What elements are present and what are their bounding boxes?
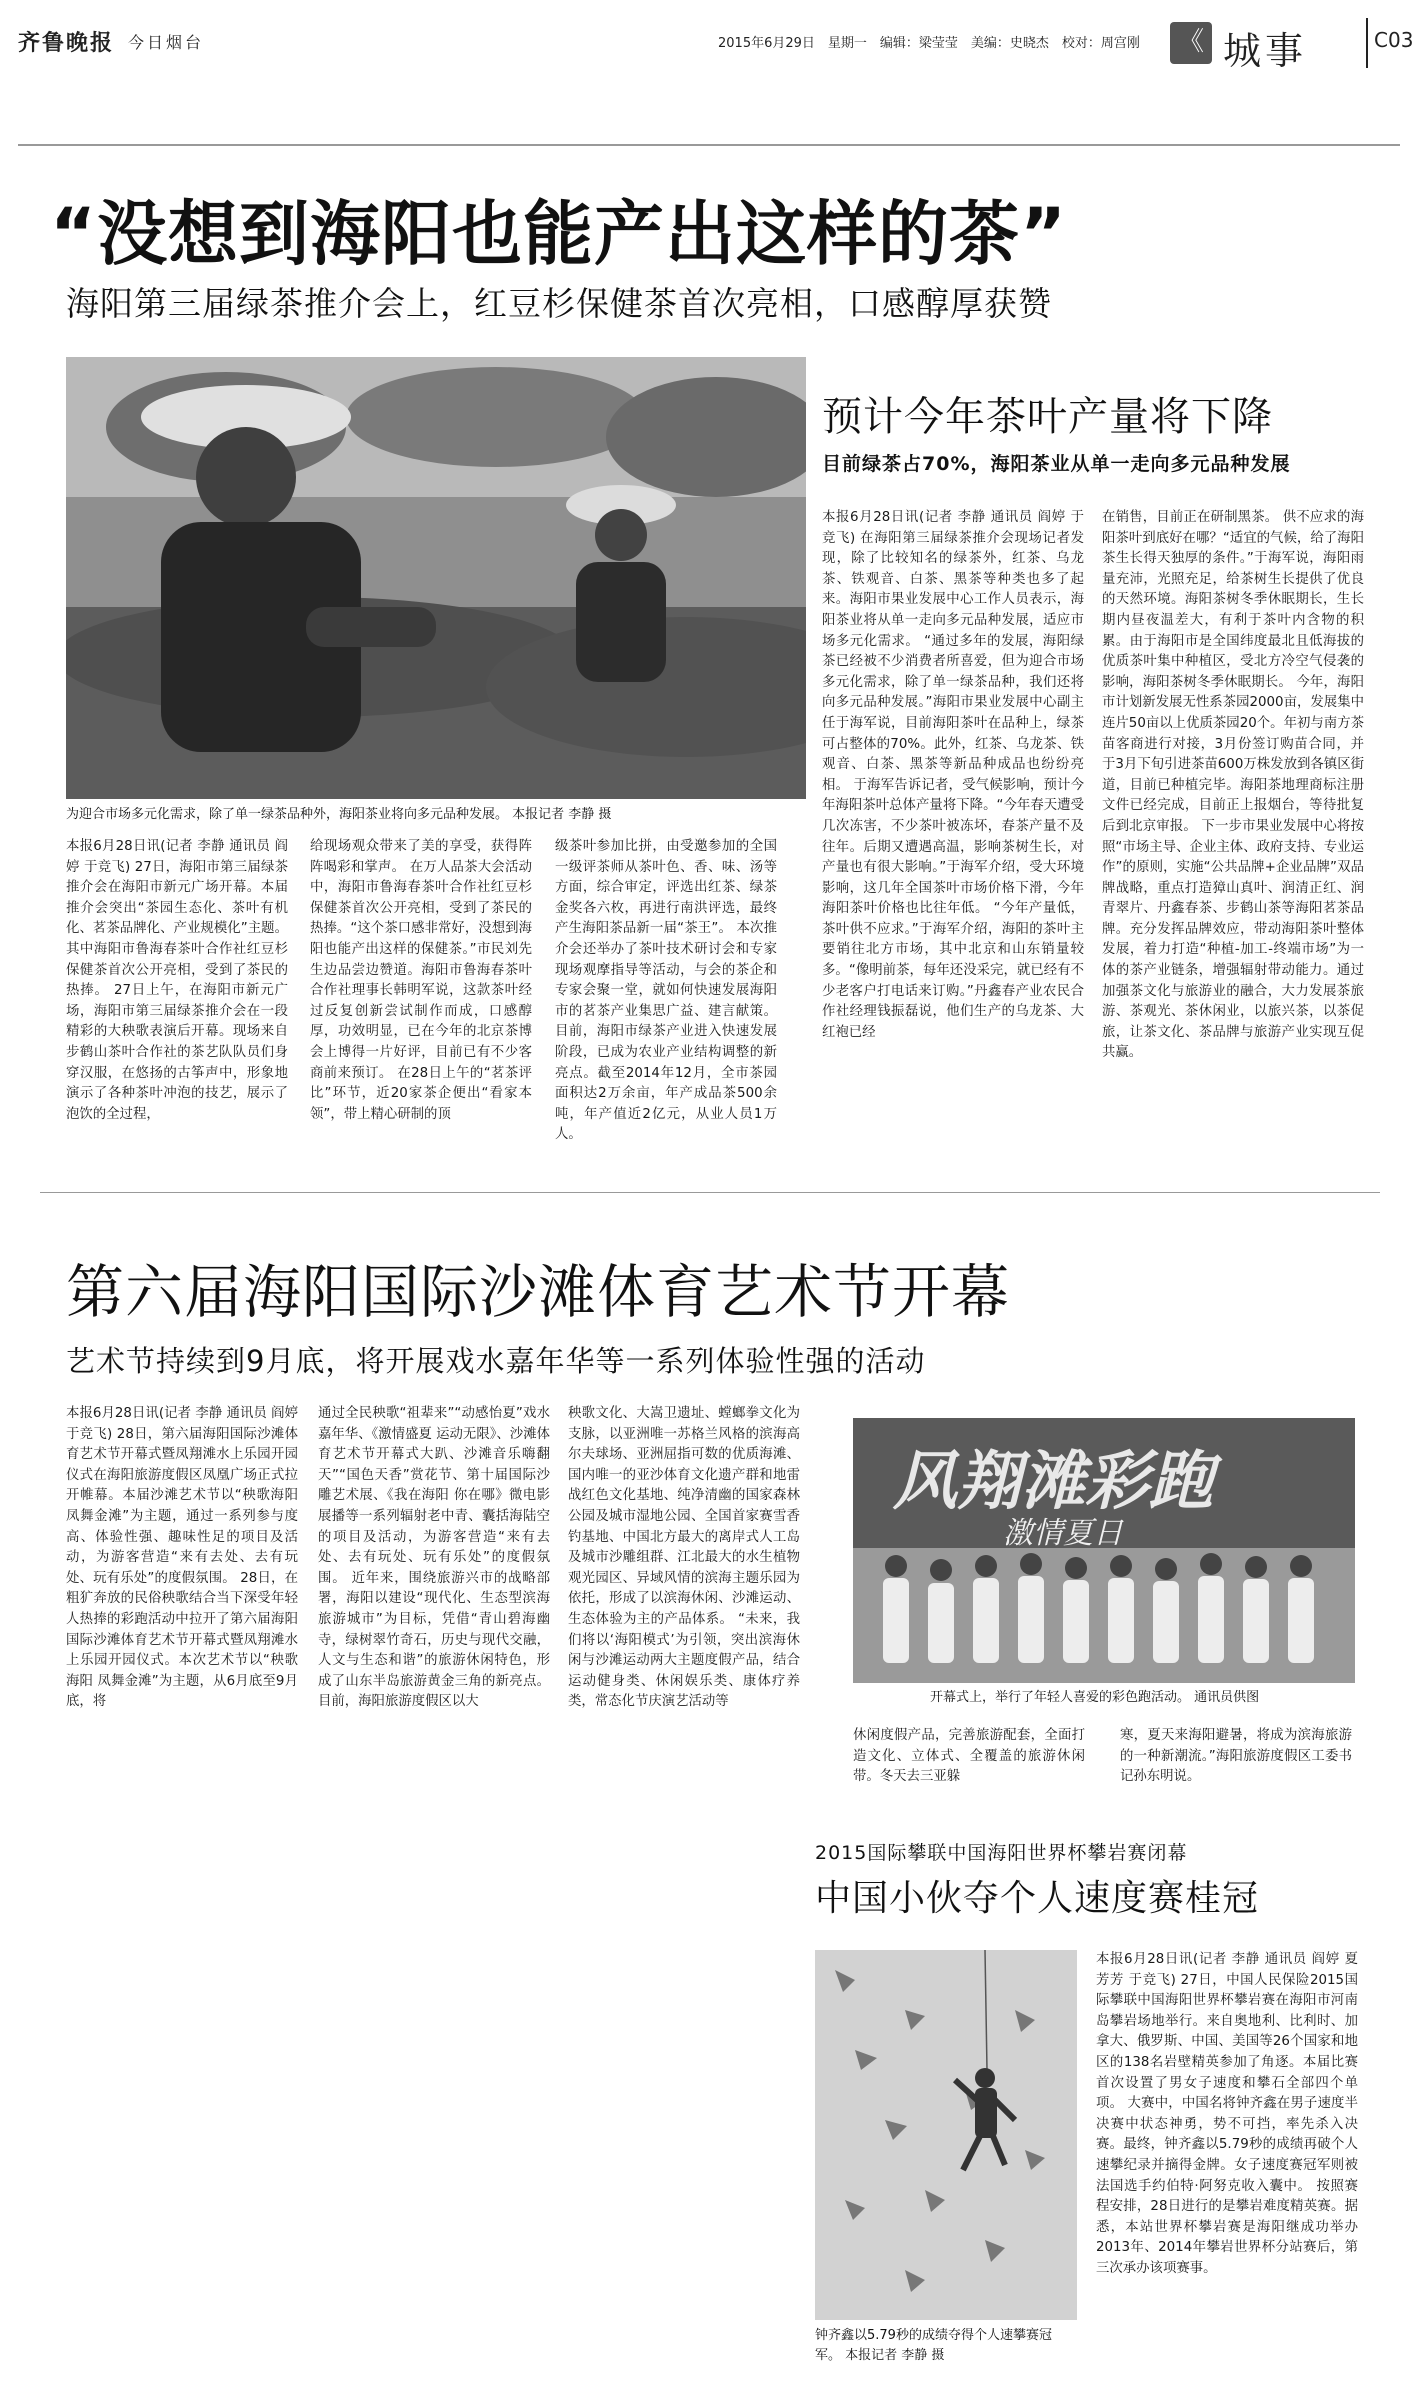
newspaper-logo: 齐鲁晚报 xyxy=(18,30,115,56)
section-name: 今日烟台 xyxy=(128,33,205,52)
story2-subhead: 目前绿茶占70%，海阳茶业从单一走向多元品种发展 xyxy=(822,453,1291,475)
story1-column-3: 级茶叶参加比拼，由受邀参加的全国一级评茶师从茶叶色、香、味、汤等方面，综合审定，评选出红茶、绿茶金奖各六枚，再进行南洪评选，最终产生海阳茶品新一届“茶王”。 本次推介会还举办了茶叶技术研讨会和专家现场观摩指导等活动，与会的茶企和专家会聚一堂，就如何快速发展海阳市的茗茶产业集思广益、建言献策。目前，海阳市绿茶产业进入快速发展阶段，已成为农业产业结构调整的新亮点。截至2014年12月，全市茶园面积达2万余亩，年产成品茶500余吨，年产值近2亿元，从业人员1万人。 xyxy=(555,839,777,1143)
banner-subtitle: 激情夏日 xyxy=(1003,1516,1123,1551)
page-number: C03 xyxy=(1374,28,1414,52)
story1-photo-caption: 为迎合市场多元化需求，除了单一绿茶品种外，海阳茶业将向多元品种发展。 本报记者 李静 摄 xyxy=(66,807,612,822)
tea-picking-photo xyxy=(66,357,806,799)
story4-headline: 中国小伙夺个人速度赛桂冠 xyxy=(815,1878,1260,1919)
story1-headline: “没想到海阳也能产出这样的茶” xyxy=(50,193,1068,275)
section-badge-icon: 《 xyxy=(1170,22,1212,64)
banner-title: 风翔滩彩跑 xyxy=(893,1445,1213,1519)
story2-column-2: 在销售，目前正在研制黑茶。 供不应求的海阳茶叶到底好在哪？“适宜的气候，给了海阳茶生长得天独厚的条件。”于海军说，海阳雨量充沛，光照充足，给茶树生长提供了优良的天然环境。海阳茶树冬季休眠期长，生长期内昼夜温差大，有利于茶叶内含物的积累。由于海阳市是全国纬度最北且低海拔的优质茶叶集中种植区，受北方冷空气侵袭的影响，海阳茶树冬季休眠期长。 今年，海阳市计划新发展无性系茶园2000亩，发展集中连片50亩以上优质茶园20个。年初与南方茶苗客商进行对接，3月份签订购苗合同，并于3月下旬引进茶苗600万株发放到各镇区街道，目前已种植完毕。海阳茶地理商标注册文件已经完成，目前正上报烟台，等待批复后到北京审报。 下一步市果业发展中心将按照“市场主导、企业主体、政府支持、专业运作”的原则，实施“公共品牌+企业品牌”双品牌战略，重点打造獐山真叶、润清正红、润青翠片、丹鑫春茶、步鹤山茶等海阳茗茶品牌。充分发挥品牌效应，带动海阳茶叶整体发展，着力打造“种植-加工-终端市场”为一体的茶产业链条，增强辐射带动能力。通过加强茶文化与旅游业的融合，大力发展茶旅游、茶观光、茶休闲业，以旅兴茶，以茶促旅，让茶文化、茶品牌与旅游产业实现互促共赢。 xyxy=(1102,510,1364,1061)
story3-column-5: 寒，夏天来海阳避暑，将成为滨海旅游的一种新潮流。”海阳旅游度假区工委书记孙东明说。 xyxy=(1120,1728,1352,1785)
story1-subhead: 海阳第三届绿茶推介会上，红豆杉保健茶首次亮相，口感醇厚获赞 xyxy=(66,284,1052,323)
story3-column-3: 秧歌文化、大嵩卫遗址、螳螂拳文化为支脉，以亚洲唯一苏格兰风格的滨海高尔夫球场、亚洲屈指可数的优质海滩、国内唯一的亚沙体育文化遗产群和地雷战红色文化基地、纯净清幽的国家森林公园及城市湿地公园、全国首家赛雪香钓基地、中国北方最大的离岸式人工岛及城市沙雕组群、江北最大的水生植物观光园区、异域风情的滨海主题乐园为依托，形成了以滨海休闲、沙滩运动、生态体验为主的产品体系。 “未来，我们将以‘海阳模式’为引领，突出滨海休闲与沙滩运动两大主题度假产品，结合运动健身类、休闲娱乐类、康体疗养类，常态化节庆演艺活动等 xyxy=(568,1406,800,1710)
story2-headline: 预计今年茶叶产量将下降 xyxy=(822,394,1273,440)
header-rule xyxy=(18,144,1400,146)
page-header xyxy=(18,18,1414,73)
story1-column-2: 给现场观众带来了美的享受，获得阵阵喝彩和掌声。 在万人品茶大会活动中，海阳市鲁海春茶叶合作社红豆杉保健茶首次公开亮相，受到了茶民的热捧。“这个茶口感非常好，没想到海阳也能产出这样的保健茶。”市民刘先生边品尝边赞道。海阳市鲁海春茶叶合作社理事长韩明军说，这款茶叶经过反复创新尝试制作而成，口感醇厚，功效明显，已在今年的北京茶博会上博得一片好评，目前已有不少客商前来预订。 在28日上午的“茗茶评比”环节，近20家茶企便出“看家本领”，带上精心研制的顶 xyxy=(310,839,532,1122)
story2-column-1: 本报6月28日讯(记者 李静 通讯员 阎婷 于竞飞) 在海阳第三届绿茶推介会现场记者发现，除了比较知名的绿茶外，红茶、乌龙茶、铁观音、白茶、黑茶等种类也多了起来。海阳市果业发展中心工作人员表示，海阳茶业将从单一走向多元品种发展，适应市场多元化需求。 “通过多年的发展，海阳绿茶已经被不少消费者所喜爱，但为迎合市场多元化需求，除了单一绿茶品种，我们还将向多元品种发展。”海阳市果业发展中心副主任于海军说，目前海阳茶叶在品种上，绿茶可占整体的70%。此外，红茶、乌龙茶、铁观音、白茶、黑茶等新品种成品也纷纷亮相。 于海军告诉记者，受气候影响，预计今年海阳茶叶总体产量将下降。“今年春天遭受几次冻害，不少茶叶被冻坏，春茶产量不及往年。后期又遭遇高温，影响茶树生长，对产量也有很大影响。”于海军介绍，受大环境影响，这几年全国茶叶市场价格下滑，今年海阳茶叶价格也比往年低。 “今年产量低，茶叶供不应求。”于海军介绍，海阳的茶叶主要销往北方市场，其中北京和山东销量较多。“像明前茶，每年还没采完，就已经有不少老客户打电话来订购。”丹鑫春产业农民合作社经理钱振磊说，他们生产的乌龙茶、大红袍已经 xyxy=(822,510,1084,1040)
story3-column-4: 休闲度假产品，完善旅游配套，全面打造文化、立体式、全覆盖的旅游休闲带。冬天去三亚躲 xyxy=(853,1728,1085,1785)
color-run-photo xyxy=(853,1418,1355,1683)
story3-subhead: 艺术节持续到9月底，将开展戏水嘉年华等一系列体验性强的活动 xyxy=(66,1344,926,1378)
story3-column-1: 本报6月28日讯(记者 李静 通讯员 阎婷 于竞飞) 28日，第六届海阳国际沙滩体育艺术节开幕式暨凤翔滩水上乐园开园仪式在海阳旅游度假区凤凰广场正式拉开帷幕。本届沙滩艺术节以“秧歌海阳 凤舞金滩”为主题，通过一系列参与度高、体验性强、趣味性足的项目及活动，为游客营造“来有去处、去有玩处、玩有乐处”的度假氛围。 28日，在粗犷奔放的民俗秧歌结合当下深受年轻人热捧的彩跑活动中拉开了第六届海阳国际沙滩体育艺术节开幕式暨凤翔滩水上乐园开园仪式。本次艺术节以“秧歌海阳 凤舞金滩”为主题，从6月底至9月底，将 xyxy=(66,1406,298,1710)
header-divider xyxy=(1366,18,1368,68)
story4-column-1: 本报6月28日讯(记者 李静 通讯员 阎婷 夏芳芳 于竞飞) 27日，中国人民保险2015国际攀联中国海阳世界杯攀岩赛在海阳市河南岛攀岩场地举行。来自奥地利、比利时、加拿大、俄罗斯、中国、美国等26个国家和地区的138名岩壁精英参加了角逐。本届比赛首次设置了男女子速度和攀石全部四个单项。 大赛中，中国名将钟齐鑫在男子速度半决赛中状态神勇，势不可挡，率先杀入决赛。最终，钟齐鑫以5.79秒的成绩再破个人速攀纪录并摘得金牌。女子速度赛冠军则被法国选手约伯特·阿努克收入囊中。 按照赛程安排，28日进行的是攀岩难度精英赛。据悉，本站世界杯攀岩赛是海阳继成功举办2013年、2014年攀岩世界杯分站赛后，第三次承办该项赛事。 xyxy=(1096,1952,1358,2276)
column-name: 城事 xyxy=(1223,29,1308,73)
section-divider xyxy=(40,1192,1380,1193)
story3-column-2: 通过全民秧歌“祖辈来”“动感怡夏”戏水嘉年华、《激情盛夏 运动无限》、沙滩体育艺术节开幕式大趴、沙滩音乐嗨翻天”“国色天香”赏花节、第十届国际沙雕艺术展、《我在海阳 你在哪》微电影展播等一系列辐射老中青、囊括海陆空的项目及活动，为游客营造“来有去处、去有玩处、玩有乐处”的度假氛围。 近年来，围绕旅游兴市的战略部署，海阳以建设“现代化、生态型滨海旅游城市”为目标，凭借“青山碧海幽寺，绿树翠竹奇石，历史与现代交融，人文与生态和谐”的旅游休闲特色，形成了山东半岛旅游黄金三角的新亮点。 目前，海阳旅游度假区以大 xyxy=(318,1406,550,1710)
story3-photo-caption: 开幕式上，举行了年轻人喜爱的彩色跑活动。 通讯员供图 xyxy=(930,1690,1260,1705)
story3-headline: 第六届海阳国际沙滩体育艺术节开幕 xyxy=(66,1258,1011,1326)
story1-column-1: 本报6月28日讯(记者 李静 通讯员 阎婷 于竞飞) 27日，海阳市第三届绿茶推介会在海阳市新元广场开幕。本届推介会突出“茶园生态化、茶叶有机化、茗茶品牌化、产业规模化”主题。其中海阳市鲁海春茶叶合作社红豆杉保健茶首次公开亮相，受到了茶民的热捧。 27日上午，在海阳市新元广场，海阳市第三届绿茶推介会在一段精彩的大秧歌表演后开幕。现场来自步鹤山茶叶合作社的茶艺队队员们身穿汉服，在悠扬的古筝声中，形象地演示了各种茶叶冲泡的技艺，展示了泡饮的全过程， xyxy=(66,839,288,1122)
issue-info: 2015年6月29日 星期一 编辑：梁莹莹 美编：史晓杰 校对：周宫刚 xyxy=(718,36,1140,51)
story4-photo-caption: 钟齐鑫以5.79秒的成绩夺得个人速攀赛冠军。 本报记者 李静 摄 xyxy=(815,2328,1052,2363)
story4-kicker: 2015国际攀联中国海阳世界杯攀岩赛闭幕 xyxy=(815,1842,1188,1864)
climbing-wall-photo xyxy=(815,1950,1077,2320)
